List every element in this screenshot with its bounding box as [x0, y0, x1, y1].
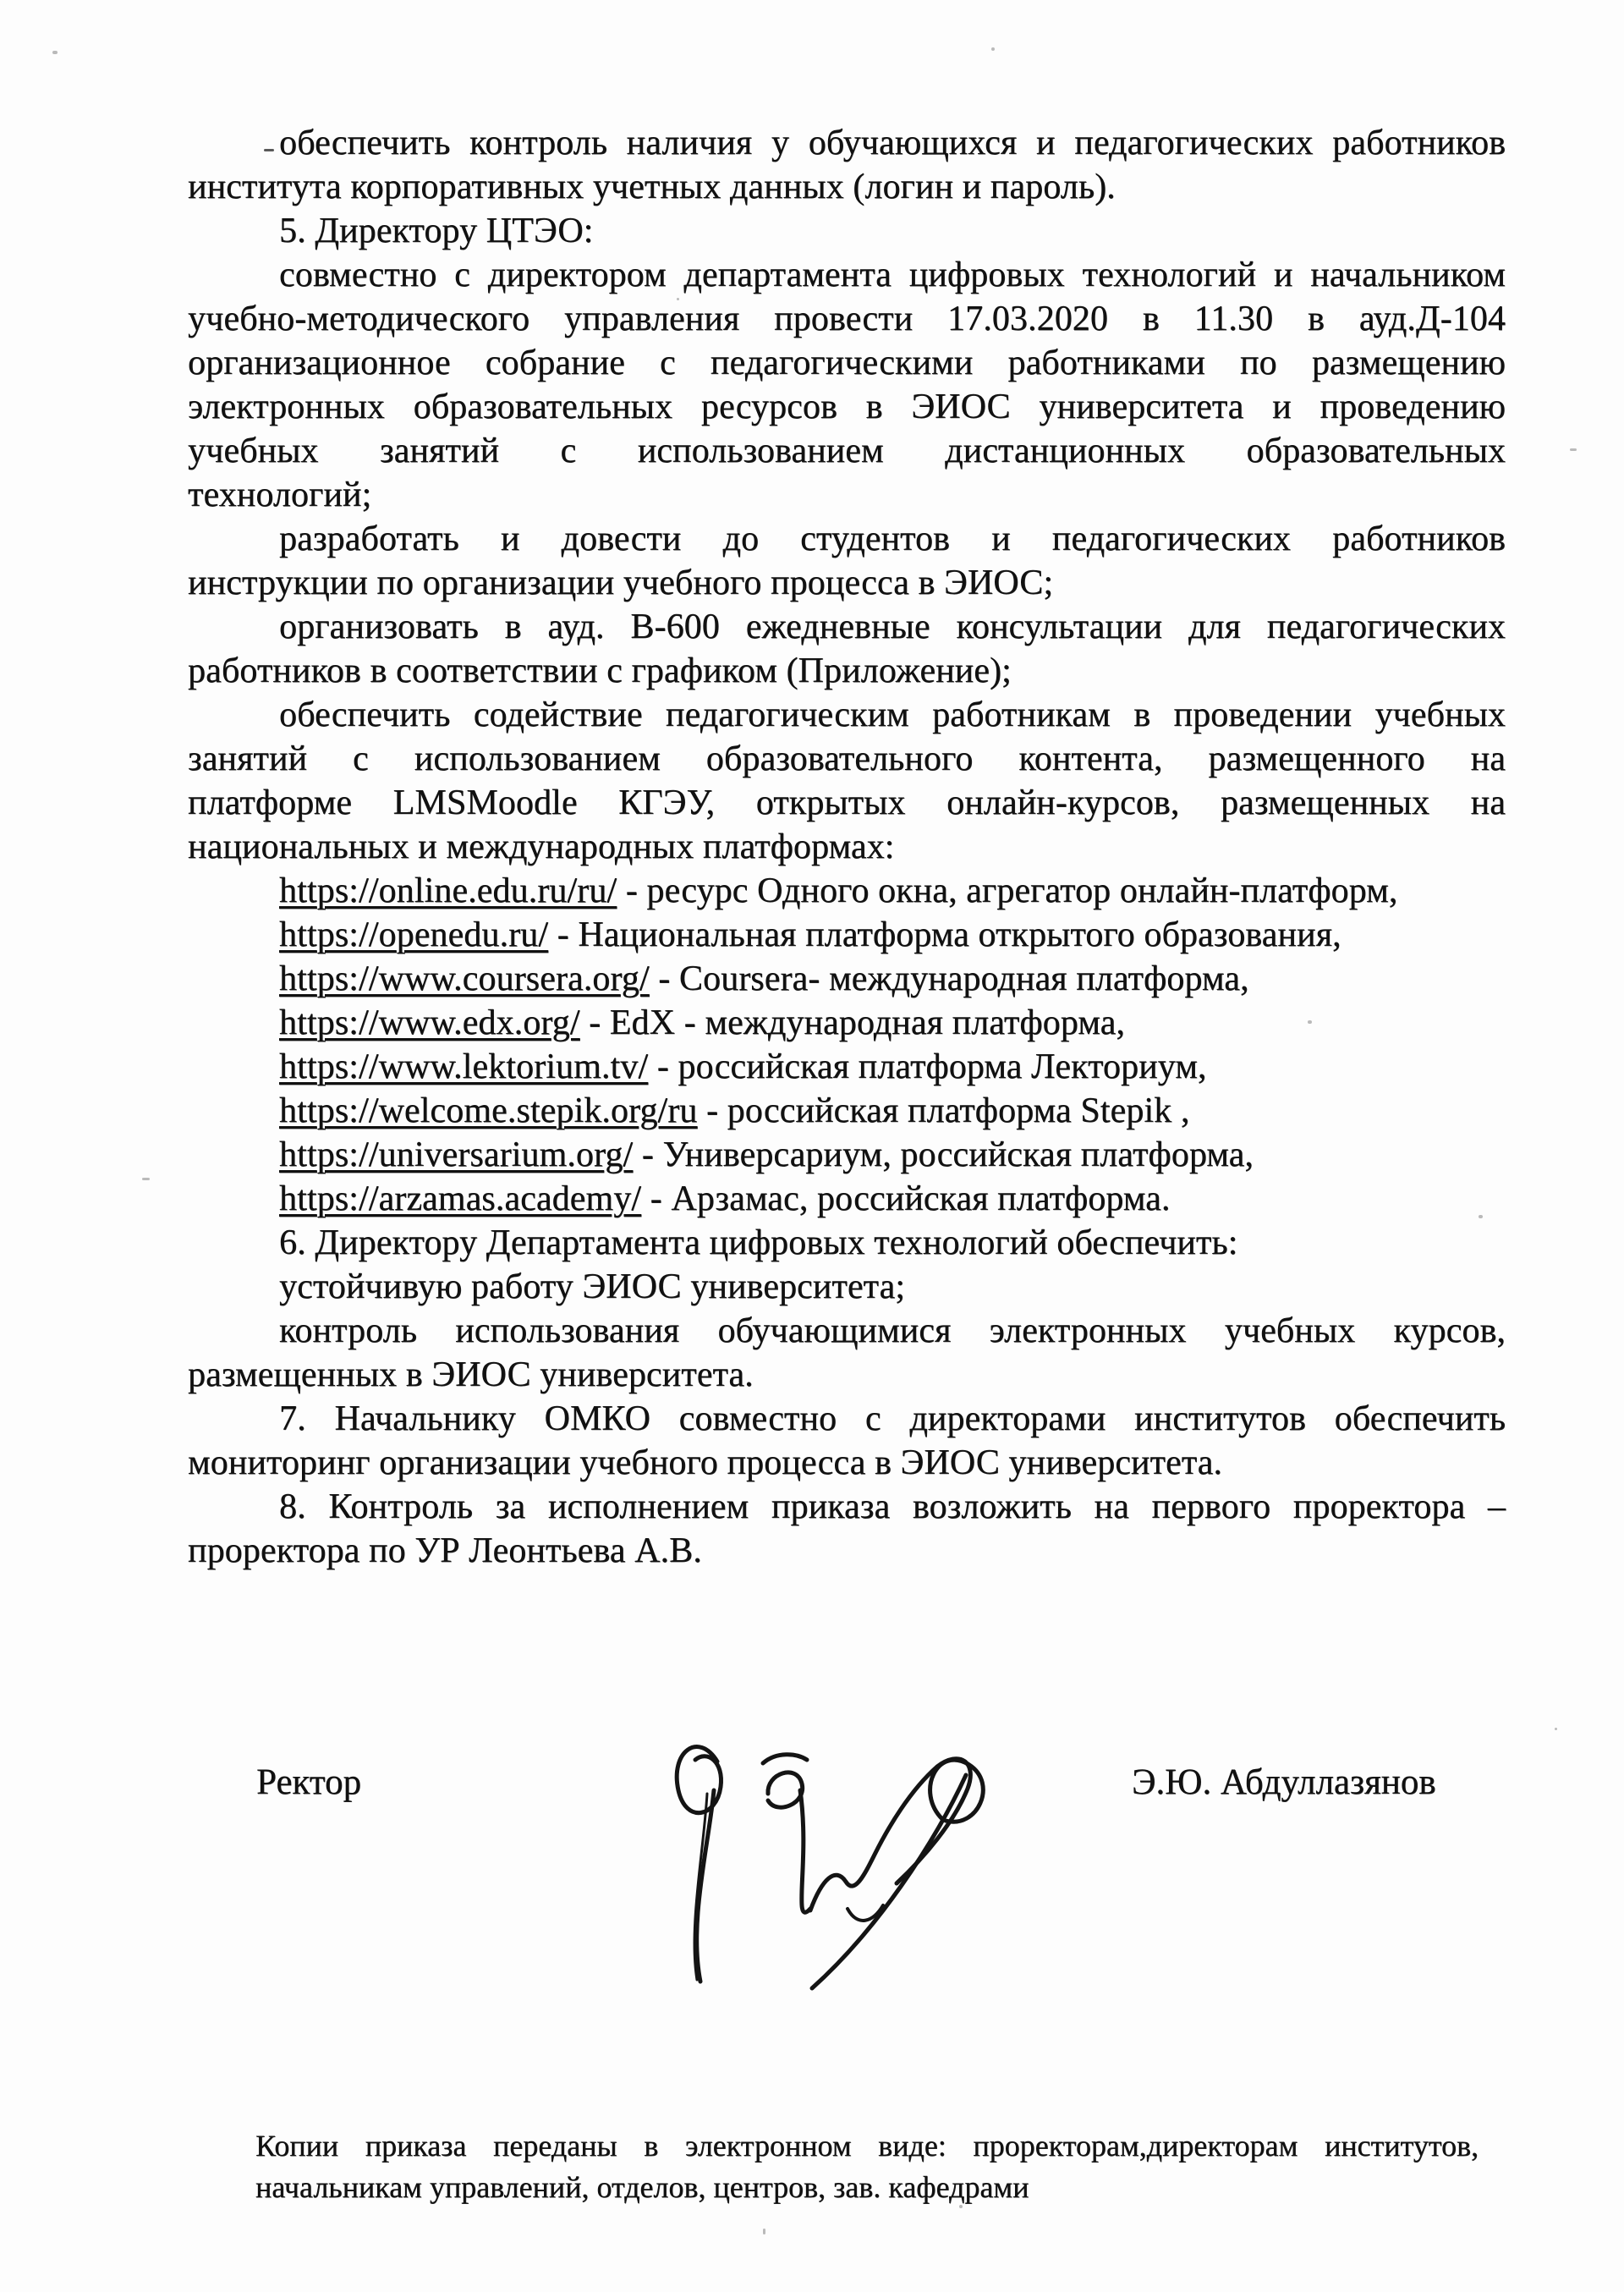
scan-artifact	[1308, 1020, 1312, 1024]
text-line: учебных занятий с использованием дистанционных образовательных	[188, 431, 1506, 470]
scan-artifact	[1555, 1728, 1557, 1730]
scan-artifact	[959, 2205, 963, 2208]
link-desc: - EdX - международная платформа,	[579, 1003, 1125, 1042]
link-url: https://www.coursera.org/	[279, 959, 650, 998]
text-line-link	[188, 957, 1506, 1001]
text-line: 8. Контроль за исполнением приказа возложить на первого проректора –	[279, 1487, 1506, 1526]
link-url: https://www.edx.org/	[279, 1003, 580, 1042]
signature-block	[0, 1762, 1624, 2049]
text-line: 5. Директору ЦТЭО:	[279, 212, 594, 250]
text-line-link	[188, 913, 1506, 957]
text-line: 6. Директору Департамента цифровых технологий обеспечить:	[279, 1223, 1238, 1262]
link-desc: - Арзамас, российская платформа.	[641, 1179, 1171, 1218]
scan-artifact	[52, 51, 58, 54]
text-line: организационное собрание с педагогическими работниками по размещению	[188, 344, 1506, 382]
link-desc: - российская платформа Лекториум,	[648, 1047, 1207, 1086]
text-line: национальных и международных платформах:	[188, 827, 895, 866]
text-line: мониторинг организации учебного процесса в ЭИОС университета.	[188, 1443, 1223, 1482]
scan-artifact	[264, 149, 274, 151]
text-line-link	[188, 1133, 1506, 1177]
link-desc: - ресурс Одного окна, агрегатор онлайн-платформ,	[617, 871, 1398, 910]
scan-artifact	[1479, 1215, 1483, 1218]
link-url: https://openedu.ru/	[279, 915, 549, 954]
link-url: https://online.edu.ru/ru/	[279, 871, 617, 910]
text-line: размещенных в ЭИОС университета.	[188, 1355, 754, 1394]
text-line: электронных образовательных ресурсов в ЭИОС университета и проведению	[188, 387, 1506, 426]
signatory-role: Ректор	[256, 1762, 361, 1802]
text-line: института корпоративных учетных данных (логин и пароль).	[188, 168, 1116, 206]
text-line-link	[188, 1045, 1506, 1089]
text-line: учебно-методического управления провести 17.03.2020 в 11.30 в ауд.Д-104	[188, 300, 1506, 338]
text-line: контроль использования обучающимися электронных учебных курсов,	[279, 1311, 1506, 1350]
text-line: разработать и довести до студентов и педагогических работников	[279, 519, 1506, 558]
text-line: организовать в ауд. В-600 ежедневные консультации для педагогических	[279, 607, 1506, 646]
scan-artifact	[142, 1178, 150, 1180]
distribution-line: Копии приказа переданы в электронном виде: проректорам,директорам институтов,	[255, 2129, 1479, 2163]
link-desc: - Национальная платформа открытого образования,	[548, 915, 1341, 954]
link-desc: - российская платформа Stepik ,	[697, 1091, 1190, 1130]
scan-artifact	[991, 47, 995, 51]
scan-artifact	[763, 2229, 765, 2234]
link-url: https://arzamas.academy/	[279, 1179, 642, 1218]
text-line: 7. Начальнику ОМКО совместно с директорами институтов обеспечить	[279, 1399, 1506, 1438]
signature-autograph	[636, 1709, 1034, 2005]
link-desc: - Универсариум, российская платформа,	[633, 1135, 1254, 1174]
distribution-line: начальникам управлений, отделов, центров, зав. кафедрами	[255, 2170, 1029, 2204]
order-body	[188, 121, 1506, 1573]
text-line: технологий;	[188, 475, 372, 514]
text-line-link	[188, 1089, 1506, 1133]
text-line: устойчивую работу ЭИОС университета;	[279, 1267, 906, 1306]
link-url: https://welcome.stepik.org/ru	[279, 1091, 698, 1130]
scan-artifact	[677, 298, 679, 300]
link-desc: - Coursera- международная платформа,	[649, 959, 1249, 998]
text-line-link	[188, 869, 1506, 913]
text-line-link	[188, 1177, 1506, 1221]
text-line: совместно с директором департамента цифровых технологий и начальником	[279, 256, 1506, 294]
signatory-name: Э.Ю. Абдуллазянов	[1132, 1762, 1436, 1802]
link-url: https://www.lektorium.tv/	[279, 1047, 649, 1086]
link-url: https://universarium.org/	[279, 1135, 634, 1174]
text-line: инструкции по организации учебного процесса в ЭИОС;	[188, 563, 1054, 602]
scan-artifact	[1570, 448, 1577, 451]
distribution-note	[255, 2125, 1479, 2208]
text-line: обеспечить контроль наличия у обучающихся и педагогических работников	[279, 124, 1506, 162]
text-line: занятий с использованием образовательного контента, размещенного на	[188, 739, 1506, 778]
text-line: проректора по УР Леонтьева А.В.	[188, 1531, 702, 1570]
text-line: работников в соответствии с графиком (Приложение);	[188, 651, 1012, 690]
text-line: обеспечить содействие педагогическим работникам в проведении учебных	[279, 695, 1506, 734]
text-line: платформе LMSMoodle КГЭУ, открытых онлайн-курсов, размещенных на	[188, 783, 1506, 822]
